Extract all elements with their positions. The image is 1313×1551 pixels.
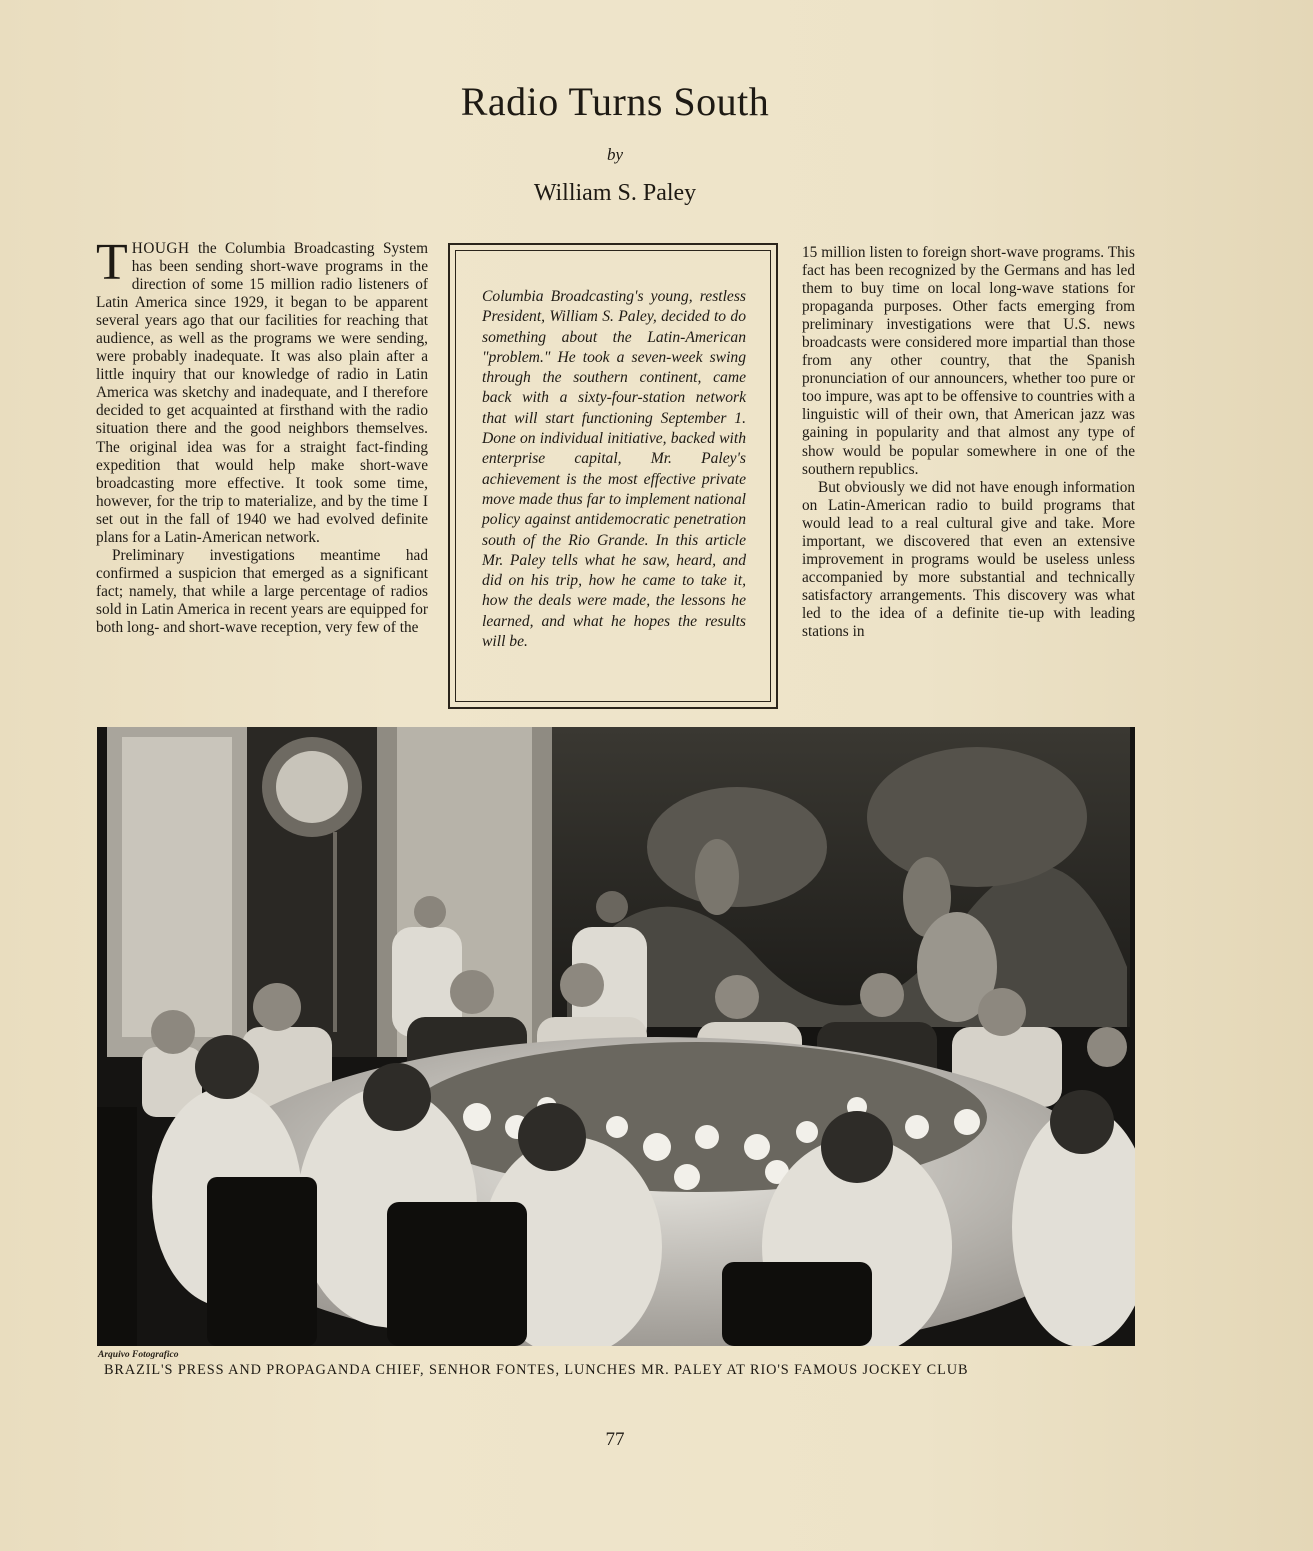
photo-caption: BRAZIL'S PRESS AND PROPAGANDA CHIEF, SENHOR FONTES, LUNCHES MR. PALEY AT RIO'S FAMOUS JOCKEY CLUB xyxy=(104,1362,969,1378)
lead-word: HOUGH xyxy=(131,240,190,257)
column-right xyxy=(802,244,1135,641)
photo-credit: Arquivo Fotografico xyxy=(98,1350,179,1360)
column-left-paragraph-2: Preliminary investigations meantime had confirmed a suspicion that emerged as a significant fact; namely, that while a large percentage of radios sold in Latin America in recent years are equipped for both long- and short-wave reception, very few of the xyxy=(96,546,428,636)
byline-by: by xyxy=(606,145,624,164)
author-name: William S. Paley xyxy=(533,180,697,206)
column-right-paragraph-2: But obviously we did not have enough information on Latin-American radio to build programs that would lead to a real cultural give and take. More important, we discovered that even an extensive improvement in programs would be useless unless accompanied by more substantial and technically satisfactory arrangements. This discovery was what led to the idea of a definite tie-up with leading stations in xyxy=(802,478,1135,640)
article-title: Radio Turns South xyxy=(460,79,770,124)
drop-cap: T xyxy=(96,234,128,291)
column-left xyxy=(96,234,428,637)
column-right-paragraph-1: 15 million listen to foreign short-wave programs. This fact has been recognized by the Germans and has led them to buy time on local long-wave stations for propaganda purposes. Other facts emerging from preliminary investigations were that U.S. news broadcasts were considered more impartial than those from any other country, that the Spanish pronunciation of our announcers, whether too pure or too impure, was apt to be offensive to countries with a linguistic will of their own, that American jazz was gaining in popularity and that almost any type of show would be popular somewhere in one of the southern republics. xyxy=(802,244,1135,478)
paragraph-text: the Columbia Broadcasting System has been sending short-wave programs in the direction of some 15 million radio listeners of Latin America since 1929, it began to be apparent several years ago that our facilities for reaching that audience, as well as the programs we were sending, were probably inadequate. It was also plain after a little inquiry that our knowledge of radio in Latin America was sketchy and inadequate, and I therefore decided to get acquainted at firsthand with the radio situation there and the good neighbors themselves. The original idea was for a straight fact-finding expedition that would help make short-wave broadcasting more effective. It took some time, however, for the trip to materialize, and by the time I set out in the fall of 1940 we had evolved definite plans for a Latin-American network. xyxy=(96,240,428,546)
column-left-paragraph-1 xyxy=(96,234,428,547)
photo-illustration xyxy=(97,727,1135,1346)
page-number: 77 xyxy=(605,1429,625,1450)
photograph xyxy=(97,727,1135,1346)
sidebar-text: Columbia Broadcasting's young, restless President, William S. Paley, decided to do something about the Latin-American "problem." He took a seven-week swing through the southern continent, came back with a sixty-four-station network that will start functioning September 1. Done on individual initiative, backed with enterprise capital, Mr. Paley's achievement is the most effective private move made thus far to implement national policy against antidemocratic penetration south of the Rio Grande. In this article Mr. Paley tells what he saw, heard, and did on his trip, how he came to take it, how the deals were made, the lessons he learned, and what he hopes the results will be. xyxy=(455,250,771,702)
sidebar-box xyxy=(448,243,778,709)
